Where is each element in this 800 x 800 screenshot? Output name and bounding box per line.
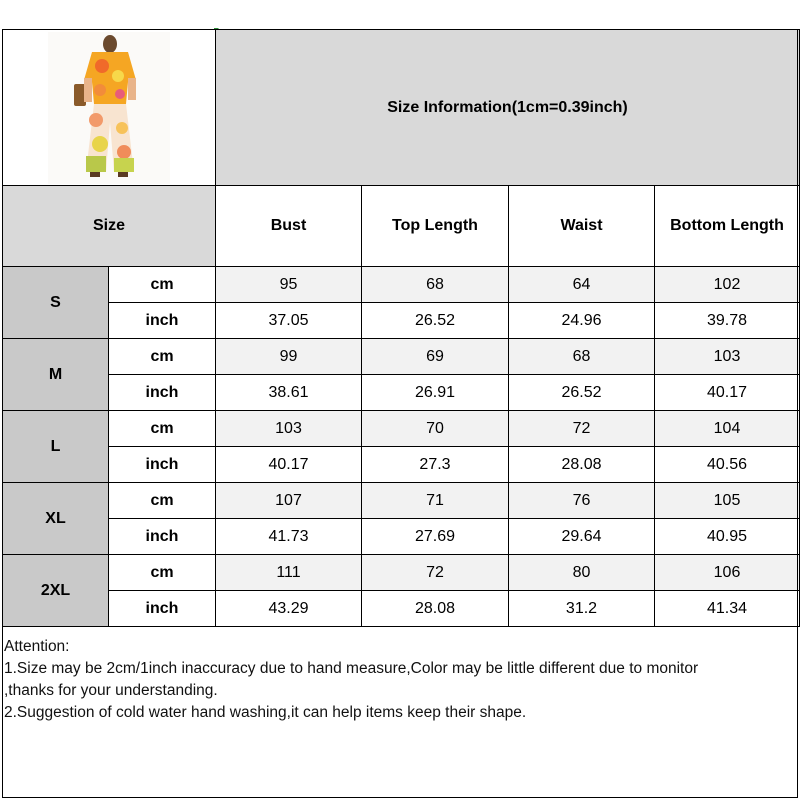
waist-value: 26.52 (509, 375, 655, 411)
column-header-bottom-length: Bottom Length (655, 186, 800, 267)
bottom-length-value: 41.34 (655, 591, 800, 627)
size-label-l: L (3, 411, 109, 483)
top-length-value: 69 (362, 339, 509, 375)
bottom-length-value: 106 (655, 555, 800, 591)
size-label-2xl: 2XL (3, 555, 109, 627)
size-heading: Size (3, 186, 216, 267)
unit-label: inch (109, 303, 216, 339)
unit-label: cm (109, 483, 216, 519)
waist-value: 28.08 (509, 447, 655, 483)
column-header-bust: Bust (216, 186, 362, 267)
top-length-value: 28.08 (362, 591, 509, 627)
bottom-length-value: 102 (655, 267, 800, 303)
bottom-length-value: 40.56 (655, 447, 800, 483)
size-label-m: M (3, 339, 109, 411)
waist-value: 31.2 (509, 591, 655, 627)
bust-value: 111 (216, 555, 362, 591)
size-label-s: S (3, 267, 109, 339)
top-length-value: 26.52 (362, 303, 509, 339)
top-length-value: 71 (362, 483, 509, 519)
waist-value: 68 (509, 339, 655, 375)
bust-value: 99 (216, 339, 362, 375)
bottom-length-value: 104 (655, 411, 800, 447)
waist-value: 64 (509, 267, 655, 303)
bottom-length-value: 103 (655, 339, 800, 375)
waist-value: 76 (509, 483, 655, 519)
attention-note-1-continued: ,thanks for your understanding. (4, 682, 218, 699)
unit-label: cm (109, 267, 216, 303)
unit-label: inch (109, 591, 216, 627)
bottom-length-value: 40.95 (655, 519, 800, 555)
unit-label: inch (109, 447, 216, 483)
top-length-value: 72 (362, 555, 509, 591)
attention-heading: Attention: (4, 638, 70, 655)
attention-note-1: 1.Size may be 2cm/1inch inaccuracy due to hand measure,Color may be little different due to monitor (4, 660, 699, 677)
bust-value: 37.05 (216, 303, 362, 339)
waist-value: 24.96 (509, 303, 655, 339)
unit-label: cm (109, 339, 216, 375)
attention-notes (4, 636, 794, 724)
column-header-top-length: Top Length (362, 186, 509, 267)
top-length-value: 27.69 (362, 519, 509, 555)
top-length-value: 26.91 (362, 375, 509, 411)
bottom-length-value: 39.78 (655, 303, 800, 339)
waist-value: 29.64 (509, 519, 655, 555)
bust-value: 95 (216, 267, 362, 303)
unit-label: inch (109, 375, 216, 411)
bust-value: 107 (216, 483, 362, 519)
waist-value: 80 (509, 555, 655, 591)
bottom-length-value: 40.17 (655, 375, 800, 411)
bust-value: 41.73 (216, 519, 362, 555)
unit-label: inch (109, 519, 216, 555)
waist-value: 72 (509, 411, 655, 447)
top-length-value: 70 (362, 411, 509, 447)
top-length-value: 68 (362, 267, 509, 303)
bust-value: 43.29 (216, 591, 362, 627)
unit-label: cm (109, 411, 216, 447)
bottom-length-value: 105 (655, 483, 800, 519)
unit-label: cm (109, 555, 216, 591)
bust-value: 38.61 (216, 375, 362, 411)
bust-value: 40.17 (216, 447, 362, 483)
size-label-xl: XL (3, 483, 109, 555)
column-header-waist: Waist (509, 186, 655, 267)
bust-value: 103 (216, 411, 362, 447)
size-information-title: Size Information(1cm=0.39inch) (216, 30, 800, 186)
attention-note-2: 2.Suggestion of cold water hand washing,it can help items keep their shape. (4, 704, 527, 721)
top-length-value: 27.3 (362, 447, 509, 483)
